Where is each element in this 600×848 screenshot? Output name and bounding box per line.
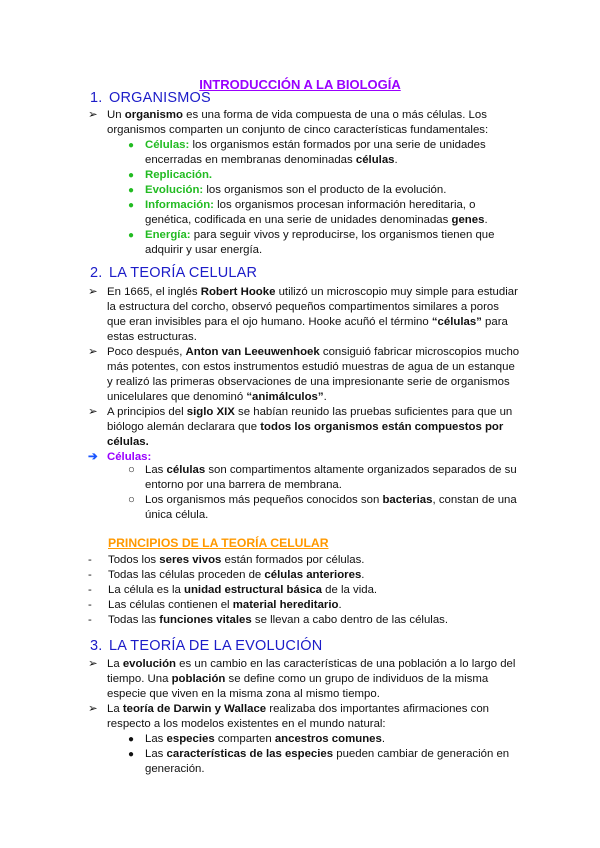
arrow-bullet-icon: ➢ bbox=[88, 109, 98, 121]
arrow-bullet-icon: ➢ bbox=[88, 286, 98, 298]
list-item: - La célula es la unidad estructural básica de la vida. bbox=[88, 584, 378, 596]
section-heading-teoria-celular: 2. LA TEORÍA CELULAR bbox=[90, 265, 258, 281]
list-item: ○ Las células son compartimentos altamente organizados separados de su entorno por una barrera de membrana. bbox=[128, 464, 517, 491]
list-item: - Las células contienen el material hereditario. bbox=[88, 599, 342, 611]
dash-bullet-icon: - bbox=[88, 554, 92, 566]
bold-arrow-icon: ➔ bbox=[88, 451, 98, 463]
bullet-icon: ● bbox=[128, 749, 135, 760]
section-heading-organismos: 1. ORGANISMOS bbox=[90, 90, 211, 106]
list-item: ➢ La teoría de Darwin y Wallace realizaba dos importantes afirmaciones con respecto a los modelos existentes en el mundo natural: bbox=[88, 703, 489, 730]
list-item: ● Las especies comparten ancestros comunes. bbox=[128, 733, 385, 745]
green-bullet-icon: ● bbox=[128, 185, 135, 196]
list-item: ● Energía: para seguir vivos y reproducirse, los organismos tienen que adquirir y usar energía. bbox=[128, 229, 495, 256]
arrow-bullet-icon: ➢ bbox=[88, 703, 98, 715]
green-bullet-icon: ● bbox=[128, 140, 135, 151]
dash-bullet-icon: - bbox=[88, 599, 92, 611]
list-item: ○ Los organismos más pequeños conocidos son bacterias, constan de una única célula. bbox=[128, 494, 517, 521]
organismos-intro bbox=[88, 108, 520, 138]
list-item: ● Evolución: los organismos son el producto de la evolución. bbox=[128, 184, 447, 196]
list-item: ● Replicación. bbox=[128, 169, 213, 181]
principles-heading: PRINCIPIOS DE LA TEORÍA CELULAR bbox=[108, 536, 329, 550]
hollow-bullet-icon: ○ bbox=[128, 464, 135, 476]
arrow-bullet-icon: ➢ bbox=[88, 658, 98, 670]
list-item: ➢ Poco después, Anton van Leeuwenhoek consiguió fabricar microscopios mucho más potentes, con estos instrumentos estudió muestras de agua de un estanque y realizó las primeras observaciones de una impresionante serie de organismos unicelulares que denominó “animálculos”. bbox=[88, 346, 520, 403]
claims-list bbox=[128, 732, 523, 777]
list-item: - Todas las funciones vitales se llevan a cabo dentro de las células. bbox=[88, 614, 449, 626]
list-item: ➔ Células: bbox=[88, 451, 152, 463]
list-item: - Todas las células proceden de células anteriores. bbox=[88, 569, 365, 581]
dash-bullet-icon: - bbox=[88, 614, 92, 626]
green-bullet-icon: ● bbox=[128, 200, 135, 211]
dash-bullet-icon: - bbox=[88, 569, 92, 581]
hollow-bullet-icon: ○ bbox=[128, 494, 135, 506]
list-item: ➢ A principios del siglo XIX se habían reunido las pruebas suficientes para que un biólogo alemán declarara que todos los organismos están compuestos por células. bbox=[88, 406, 513, 448]
traits-list bbox=[128, 138, 523, 258]
green-bullet-icon: ● bbox=[128, 170, 135, 181]
list-item: - Todos los seres vivos están formados por células. bbox=[88, 554, 365, 566]
list-item: ➢ Un organismo es una forma de vida compuesta de una o más células. Los organismos comparten un conjunto de cinco características fundamentales: bbox=[88, 109, 489, 136]
list-item: ● Información: los organismos procesan información hereditaria, o genética, codificada en una serie de unidades denominadas genes. bbox=[128, 199, 488, 226]
principles-list bbox=[88, 553, 528, 628]
page-title: INTRODUCCIÓN A LA BIOLOGÍA bbox=[199, 77, 401, 92]
dash-bullet-icon: - bbox=[88, 584, 92, 596]
list-item: ● Células: los organismos están formados por una serie de unidades encerradas en membranas denominadas células. bbox=[128, 139, 486, 166]
arrow-bullet-icon: ➢ bbox=[88, 346, 98, 358]
section-heading-teoria-evolucion: 3. LA TEORÍA DE LA EVOLUCIÓN bbox=[90, 638, 323, 654]
evolucion-paragraphs bbox=[88, 657, 520, 732]
arrow-bullet-icon: ➢ bbox=[88, 406, 98, 418]
cells-list bbox=[128, 463, 523, 523]
list-item: ➢ La evolución es un cambio en las características de una población a lo largo del tiempo. Una población se define como un grupo de individuos de la misma especie que viven en la misma zona al mismo tiempo. bbox=[88, 658, 516, 700]
bullet-icon: ● bbox=[128, 734, 135, 745]
teoria-celular-paragraphs bbox=[88, 285, 520, 465]
list-item: ➢ En 1665, el inglés Robert Hooke utilizó un microscopio muy simple para estudiar la estructura del corcho, observó pequeños compartimentos similares a poros que eran invisibles para el ojo humano. Hooke acuñó el término “células” para estas estructuras. bbox=[88, 286, 518, 343]
green-bullet-icon: ● bbox=[128, 230, 135, 241]
list-item: ● Las características de las especies pueden cambiar de generación en generación. bbox=[128, 748, 510, 775]
